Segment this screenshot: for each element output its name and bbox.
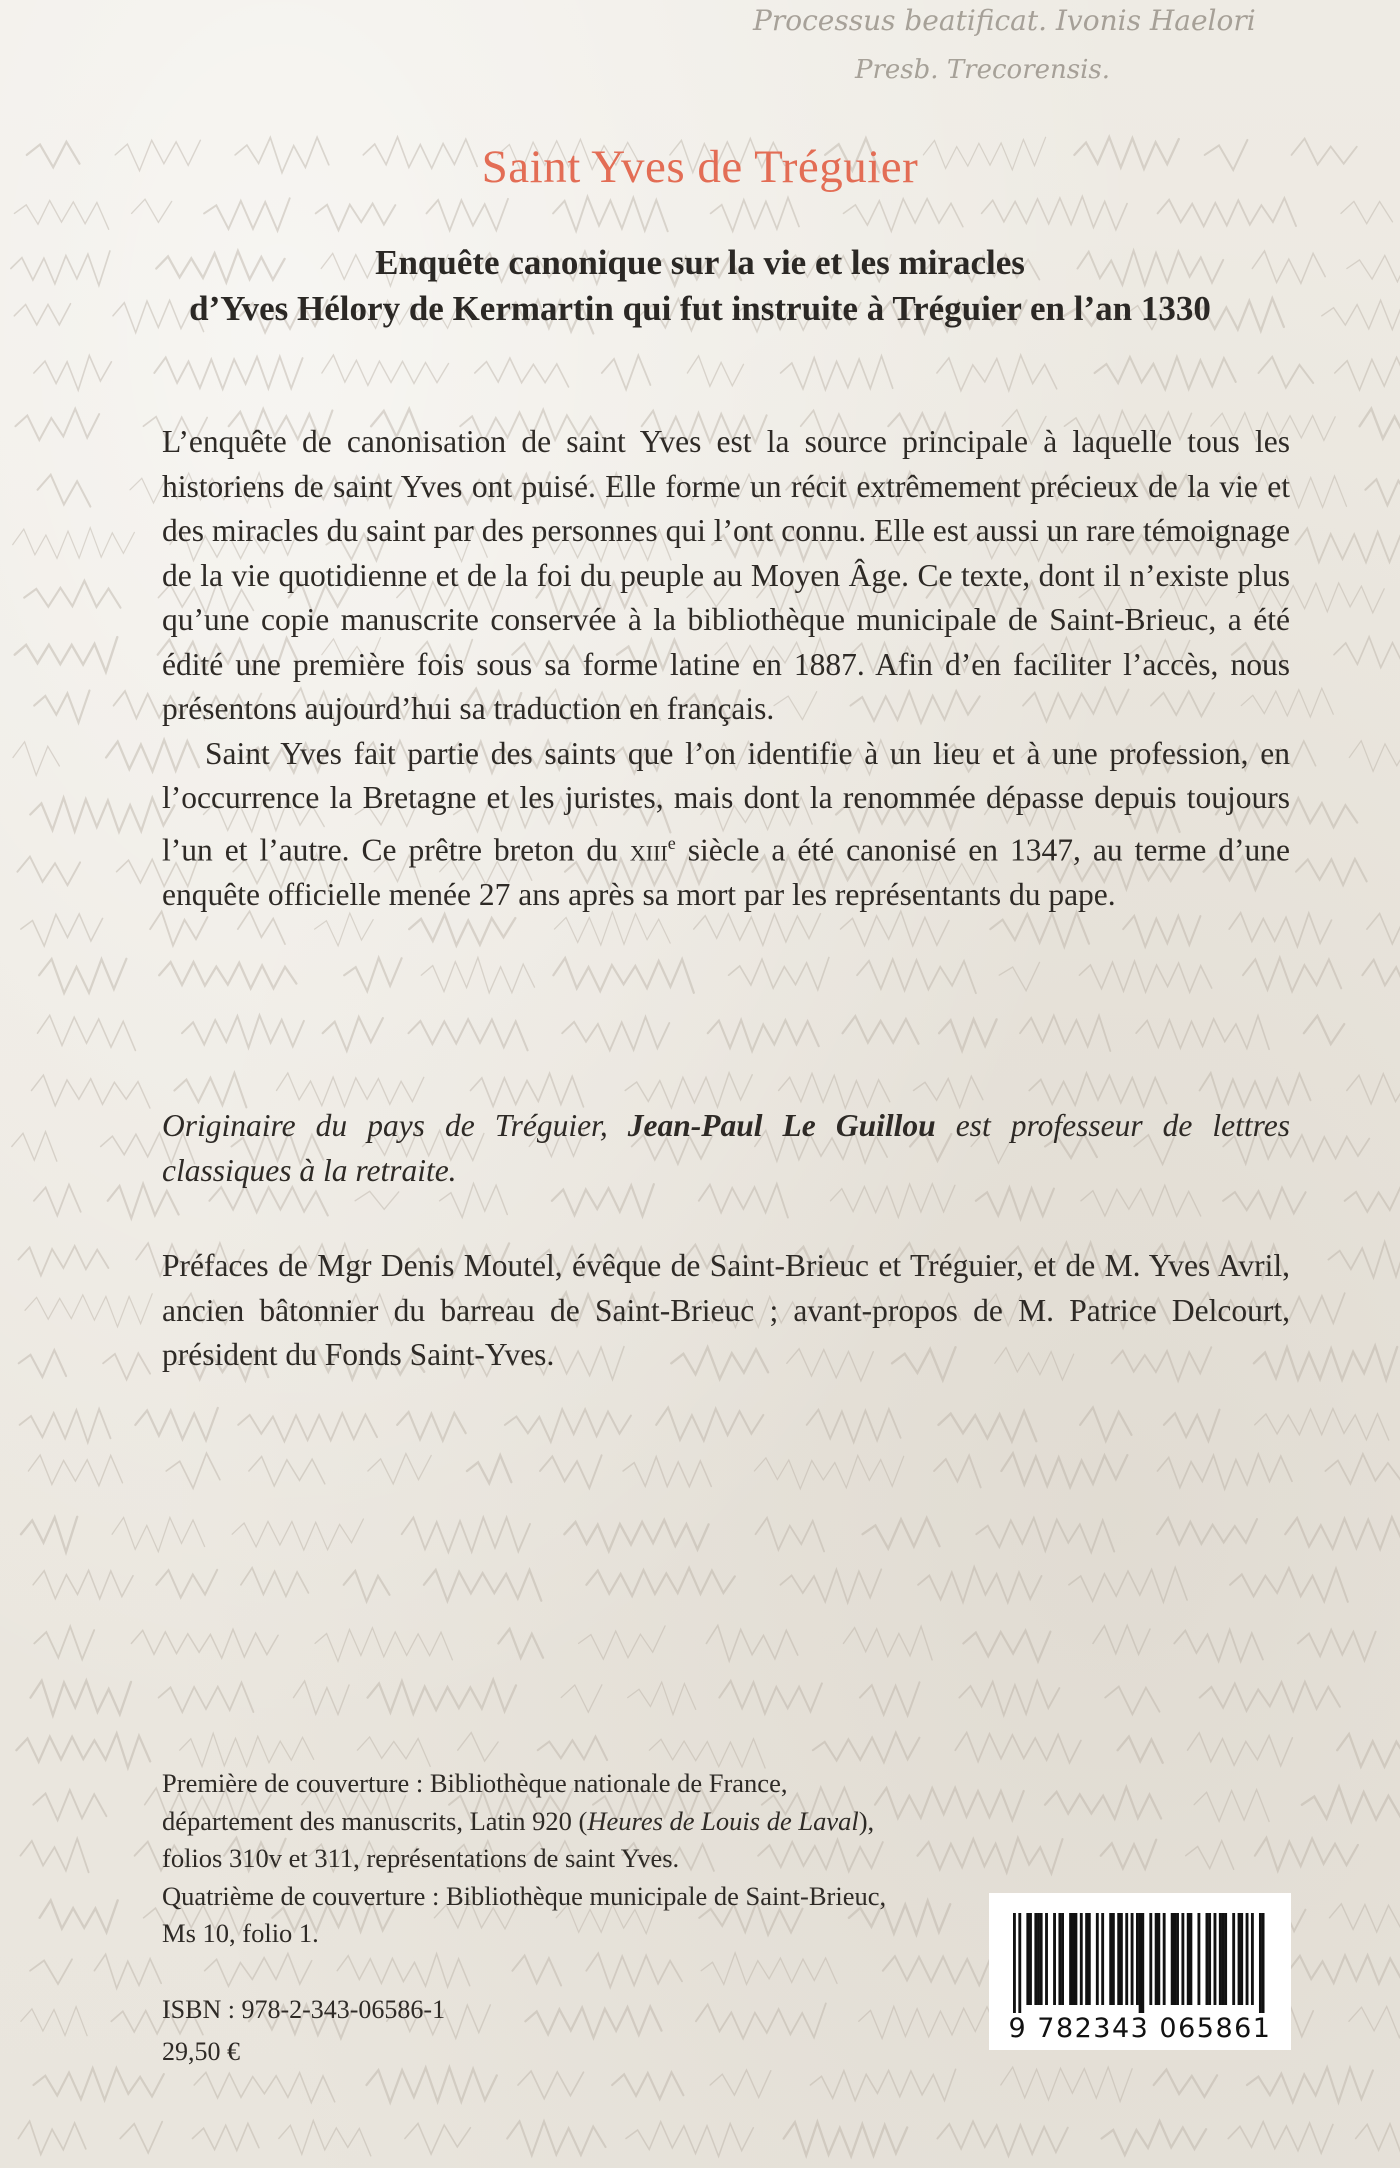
manuscript-stroke xyxy=(33,1790,106,1820)
manuscript-stroke xyxy=(540,1455,602,1488)
manuscript-stroke xyxy=(1330,1904,1400,1932)
manuscript-stroke xyxy=(586,1568,734,1596)
manuscript-stroke xyxy=(232,1519,363,1550)
manuscript-stroke xyxy=(18,2121,86,2154)
barcode-bar xyxy=(1163,1913,1166,2005)
barcode-bar xyxy=(1149,1913,1152,2005)
manuscript-stroke xyxy=(156,1570,217,1598)
manuscript-stroke xyxy=(1289,1955,1400,1983)
manuscript-stroke xyxy=(1045,1787,1161,1819)
manuscript-stroke xyxy=(1367,914,1400,944)
barcode-bar xyxy=(1141,1913,1144,2013)
manuscript-stroke xyxy=(1079,961,1211,992)
manuscript-stroke xyxy=(498,1629,543,1658)
manuscript-stroke xyxy=(918,1567,1041,1602)
manuscript-stroke xyxy=(1302,1787,1400,1822)
manuscript-stroke xyxy=(182,1015,304,1047)
barcode-bar xyxy=(1013,1913,1016,2013)
manuscript-stroke xyxy=(1080,1408,1131,1442)
barcode-bar xyxy=(1176,1913,1179,2005)
manuscript-stroke xyxy=(402,1517,530,1552)
manuscript-stroke xyxy=(1020,1016,1110,1051)
summary-paragraph-2 xyxy=(162,732,1290,918)
front-cover-credit-end: ), folios 310v et 311, représentations de saint Yves. xyxy=(162,1805,875,1873)
manuscript-stroke xyxy=(103,1353,150,1379)
manuscript-stroke xyxy=(1243,958,1341,992)
barcode-bar xyxy=(1040,1913,1043,2005)
annotation-line-1: Processus beatificat. Ivonis Haelori xyxy=(753,4,1256,37)
manuscript-stroke xyxy=(711,198,799,232)
manuscript-stroke xyxy=(1349,2005,1400,2037)
manuscript-stroke xyxy=(579,1626,666,1659)
manuscript-stroke xyxy=(999,962,1039,990)
barcode-bar xyxy=(1187,1913,1190,2005)
barcode-bars xyxy=(1013,1913,1267,2013)
manuscript-stroke xyxy=(553,958,693,993)
manuscript-stroke xyxy=(315,913,374,946)
manuscript-stroke xyxy=(1360,409,1400,439)
manuscript-stroke xyxy=(1255,1409,1389,1440)
summary-paragraph-1: L’enquête de canonisation de saint Yves est la source principale à laquelle tous les historiens de saint Yves ont puisé. Elle forme un récit extrêmement précieux de la vie et des miracles du saint par des personnes qui l’ont connu. Elle est aussi un rare témoignage de la vie quotidienne et de la foi du peuple au Moyen Âge. Ce texte, dont il n’existe plus qu’une copie manuscrite conservée à la bibliothèque municipale de Saint-Brieuc, a été édité une première fois sous sa forme latine en 1887. Afin d’en faciliter l’accès, nous présentons aujourd’hui sa traduction en français. xyxy=(162,424,1290,726)
manuscript-stroke xyxy=(368,1454,431,1484)
paragraph-2-part-2: siècle a été canonisé en 1347, au terme d’une enquête officielle menée 27 ans après sa mort par les représentants du pape. xyxy=(162,832,1291,912)
annotation-line-2: Presb. Trecorensis. xyxy=(855,55,1111,85)
barcode-bar xyxy=(1246,1913,1249,2005)
front-cover-credit: Première de couverture : Bibliothèque nationale de France, département des manuscrits, Latin 920 ( xyxy=(162,1768,788,1836)
handwritten-annotation xyxy=(745,0,1265,95)
manuscript-stroke xyxy=(807,1409,901,1442)
manuscript-stroke xyxy=(38,1015,136,1050)
manuscript-stroke xyxy=(1164,1410,1220,1441)
barcode-bar xyxy=(1085,1913,1088,2005)
manuscript-stroke xyxy=(132,199,172,222)
manuscript-stroke xyxy=(193,2123,259,2150)
manuscript-stroke xyxy=(1322,299,1400,334)
manuscript-stroke xyxy=(1001,2067,1132,2101)
manuscript-stroke xyxy=(1349,741,1400,776)
barcode-bar xyxy=(1037,1913,1040,2005)
prefaces-text: Préfaces de Mgr Denis Moutel, évêque de Saint-Brieuc et Tréguier, et de M. Yves Avril, ancien bâtonnier du barreau de Saint-Brieuc ; avant-propos de M. Patrice Delcourt, président du Fonds Saint-Yves. xyxy=(162,1248,1290,1372)
manuscript-stroke xyxy=(1194,1790,1269,1822)
book-title: Saint Yves de Tréguier xyxy=(481,141,919,193)
manuscript-stroke xyxy=(21,1517,77,1552)
manuscript-stroke xyxy=(781,356,893,390)
manuscript-stroke xyxy=(505,1409,631,1442)
manuscript-stroke xyxy=(344,958,401,991)
manuscript-stroke xyxy=(180,1733,314,1766)
barcode-bar xyxy=(1101,1913,1104,2005)
manuscript-stroke xyxy=(344,1571,390,1602)
manuscript-stroke xyxy=(1123,916,1200,947)
manuscript-stroke xyxy=(780,1569,881,1602)
manuscript-stroke xyxy=(939,1411,1037,1441)
manuscript-stroke xyxy=(427,199,509,231)
manuscript-stroke xyxy=(1157,1518,1257,1545)
manuscript-stroke xyxy=(1069,1568,1187,1603)
manuscript-stroke xyxy=(1158,1454,1293,1489)
manuscript-stroke xyxy=(1118,1737,1163,1763)
manuscript-stroke xyxy=(1230,1568,1348,1602)
manuscript-stroke xyxy=(813,1733,920,1763)
manuscript-stroke xyxy=(33,1570,133,1598)
manuscript-stroke xyxy=(174,1073,246,1107)
price: 29,50 € xyxy=(162,2037,240,2066)
manuscript-stroke xyxy=(525,2007,661,2038)
manuscript-stroke xyxy=(937,355,1057,391)
manuscript-stroke xyxy=(857,959,976,993)
manuscript-stroke xyxy=(1154,2070,1217,2097)
image-credits xyxy=(162,1765,912,1953)
barcode-bar xyxy=(1018,1913,1021,2013)
barcode-bar xyxy=(1197,1913,1200,2005)
manuscript-stroke xyxy=(626,2122,753,2157)
barcode-bar xyxy=(1219,1913,1222,2005)
manuscript-stroke xyxy=(34,1185,81,1216)
barcode-bar xyxy=(1155,1913,1158,2005)
manuscript-stroke xyxy=(1105,1687,1159,1715)
manuscript-stroke xyxy=(315,1628,452,1661)
manuscript-stroke xyxy=(507,2121,605,2155)
barcode xyxy=(989,1893,1291,2050)
manuscript-stroke xyxy=(458,1733,498,1762)
manuscript-stroke xyxy=(976,1518,1114,1552)
barcode-bar xyxy=(1173,1913,1176,2005)
barcode-bar xyxy=(1139,1913,1142,2013)
barcode-bar xyxy=(1181,1913,1184,2005)
manuscript-stroke xyxy=(1200,1073,1311,1108)
century-superscript: e xyxy=(667,832,676,853)
subtitle-line-2: d’Yves Hélory de Kermartin qui fut instruite à Tréguier en l’an 1330 xyxy=(189,289,1211,328)
manuscript-stroke xyxy=(1341,201,1393,223)
manuscript-stroke xyxy=(602,355,651,389)
manuscript-stroke xyxy=(687,356,743,386)
manuscript-stroke xyxy=(586,1953,682,1987)
manuscript-stroke xyxy=(14,201,108,230)
barcode-bar xyxy=(1034,1913,1037,2005)
manuscript-stroke xyxy=(14,304,70,325)
manuscript-stroke xyxy=(13,742,59,776)
manuscript-stroke xyxy=(1158,198,1296,226)
manuscript-stroke xyxy=(1347,1074,1400,1105)
manuscript-stroke xyxy=(1295,528,1400,562)
summary-text xyxy=(162,420,1290,917)
paragraph-2-part-1: Saint Yves fait partie des saints que l’on identifie à un lieu et à une profession, en l’occurrence la Bretagne et les juristes, mais dont la renommée dépasse depuis toujours l’un et l’autre. Ce prêtre breton du xyxy=(162,735,1290,867)
manuscript-stroke xyxy=(238,1413,377,1441)
manuscript-stroke xyxy=(279,2121,371,2156)
manuscript-stroke xyxy=(34,1626,94,1659)
manuscript-stroke xyxy=(1365,474,1400,507)
manuscript-stroke xyxy=(397,1412,466,1441)
barcode-bar xyxy=(1061,1913,1064,2005)
manuscript-stroke xyxy=(204,198,290,230)
manuscript-stroke xyxy=(1102,2121,1207,2155)
manuscript-stroke xyxy=(368,1680,516,1714)
barcode-bar xyxy=(1222,1913,1225,2005)
barcode-bar xyxy=(1238,1913,1241,2005)
author-name: Jean-Paul Le Guillou xyxy=(627,1108,936,1143)
barcode-bar xyxy=(1131,1913,1134,2005)
manuscript-stroke xyxy=(1304,1016,1344,1044)
manuscript-stroke xyxy=(30,1959,72,1984)
manuscript-stroke xyxy=(405,2124,471,2155)
manuscript-stroke xyxy=(120,2122,162,2153)
manuscript-stroke xyxy=(30,798,174,832)
barcode-bar xyxy=(1074,1913,1077,2005)
manuscript-stroke xyxy=(959,1681,1059,1716)
manuscript-stroke xyxy=(112,1518,205,1552)
back-cover-credit: Quatrième de couverture : Bibliothèque municipale de Saint-Brieuc, Ms 10, folio 1. xyxy=(162,1880,887,1948)
manuscript-stroke xyxy=(1001,1453,1127,1487)
manuscript-stroke xyxy=(12,1132,57,1161)
manuscript-stroke xyxy=(754,1456,903,1489)
manuscript-stroke xyxy=(1136,1016,1269,1050)
manuscript-stroke xyxy=(843,1016,919,1044)
manuscript-stroke xyxy=(914,1076,983,1107)
manuscript-stroke xyxy=(94,1954,161,1988)
manuscript-stroke xyxy=(844,199,963,232)
author-bio-intro: Originaire du pays de Tréguier, xyxy=(162,1108,628,1143)
manuscript-stroke xyxy=(28,1455,122,1486)
barcode-bar xyxy=(1208,1913,1211,2005)
manuscript-stroke xyxy=(625,1073,752,1108)
manuscript-stroke xyxy=(323,1017,383,1051)
manuscript-stroke xyxy=(18,1246,108,1276)
barcode-bar xyxy=(1026,1913,1029,2005)
manuscript-stroke xyxy=(1328,1242,1400,1278)
manuscript-stroke xyxy=(955,1733,1081,1763)
manuscript-stroke xyxy=(518,2071,584,2099)
barcode-bar xyxy=(1232,1913,1235,2005)
manuscript-stroke xyxy=(863,1518,940,1549)
manuscript-stroke xyxy=(316,204,396,231)
manuscript-stroke xyxy=(562,1017,669,1051)
manuscript-stroke xyxy=(561,1685,602,1712)
manuscript-stroke xyxy=(918,1838,1063,1874)
barcode-bar xyxy=(1171,1913,1174,2005)
manuscript-stroke xyxy=(467,1455,511,1483)
manuscript-stroke xyxy=(1362,959,1400,993)
manuscript-stroke xyxy=(512,1956,561,1986)
manuscript-stroke xyxy=(19,1350,66,1377)
manuscript-stroke xyxy=(990,912,1089,947)
barcode-bar xyxy=(1189,1913,1192,2005)
manuscript-stroke xyxy=(294,1681,350,1714)
manuscript-stroke xyxy=(1337,1734,1400,1767)
barcode-bar xyxy=(1088,1913,1091,2005)
manuscript-stroke xyxy=(337,1954,470,1987)
manuscript-stroke xyxy=(1296,859,1367,885)
barcode-bar xyxy=(1120,1913,1123,2005)
manuscript-stroke xyxy=(696,2004,826,2039)
manuscript-stroke xyxy=(34,691,89,723)
barcode-bar xyxy=(1053,1913,1056,2005)
manuscript-stroke xyxy=(564,1520,708,1551)
manuscript-stroke xyxy=(1188,1733,1293,1766)
manuscript-stroke xyxy=(13,528,135,559)
manuscript-stroke xyxy=(628,1682,696,1714)
manuscript-stroke xyxy=(784,2122,908,2156)
book-subtitle xyxy=(80,240,1320,332)
manuscript-stroke xyxy=(553,197,668,232)
manuscript-stroke xyxy=(1325,1454,1400,1484)
barcode-bar xyxy=(1069,1913,1072,2005)
manuscript-stroke xyxy=(24,581,120,608)
manuscript-stroke xyxy=(844,1626,933,1660)
manuscript-stroke xyxy=(1259,357,1314,388)
barcode-bar xyxy=(1224,1913,1227,2005)
manuscript-stroke xyxy=(159,1683,254,1713)
manuscript-stroke xyxy=(1186,1841,1234,1870)
barcode-bar xyxy=(1096,1913,1099,2005)
manuscript-stroke xyxy=(1356,2124,1400,2155)
manuscript-stroke xyxy=(937,2122,1067,2156)
manuscript-stroke xyxy=(1247,2067,1373,2102)
manuscript-stroke xyxy=(710,2070,771,2098)
manuscript-stroke xyxy=(729,958,829,990)
barcode-bar xyxy=(1117,1913,1120,2005)
manuscript-stroke xyxy=(1029,1073,1166,1107)
manuscript-stroke xyxy=(21,914,103,946)
manuscript-stroke xyxy=(719,1681,822,1714)
manuscript-stroke xyxy=(131,1629,278,1658)
barcode-bar xyxy=(1029,1913,1032,2005)
manuscript-stroke xyxy=(1101,1840,1157,1869)
manuscript-stroke xyxy=(1298,1630,1376,1661)
manuscript-stroke xyxy=(649,1739,765,1768)
barcode-bar xyxy=(1259,1913,1262,2013)
manuscript-stroke xyxy=(1285,1517,1400,1549)
manuscript-stroke xyxy=(1335,357,1400,390)
manuscript-stroke xyxy=(166,1453,220,1488)
manuscript-stroke xyxy=(135,1408,218,1440)
manuscript-stroke xyxy=(357,1737,430,1767)
manuscript-stroke xyxy=(538,1737,607,1761)
barcode-bar xyxy=(1080,1913,1083,2005)
front-cover-work-title: Heures de Louis de Laval xyxy=(587,1805,859,1836)
manuscript-stroke xyxy=(154,357,302,390)
barcode-bar xyxy=(1058,1913,1061,2005)
manuscript-stroke xyxy=(205,1954,312,1987)
manuscript-stroke xyxy=(20,1409,111,1442)
manuscript-stroke xyxy=(194,2072,335,2102)
manuscript-stroke xyxy=(20,1839,88,1873)
manuscript-stroke xyxy=(409,1019,528,1050)
manuscript-stroke xyxy=(859,2006,999,2038)
manuscript-stroke xyxy=(1345,1186,1400,1217)
manuscript-stroke xyxy=(1334,637,1400,668)
manuscript-stroke xyxy=(756,1518,825,1552)
barcode-bar xyxy=(1157,1913,1160,2005)
manuscript-stroke xyxy=(249,1457,325,1487)
manuscript-stroke xyxy=(409,914,515,945)
manuscript-stroke xyxy=(39,959,126,993)
barcode-bar xyxy=(1072,1913,1075,2005)
manuscript-stroke xyxy=(939,1019,997,1050)
barcode-bar xyxy=(1251,1913,1254,2005)
manuscript-stroke xyxy=(17,857,80,886)
manuscript-stroke xyxy=(883,1956,1003,1985)
author-bio-rest: est professeur de lettres classiques à la retraite. xyxy=(162,1108,1290,1188)
manuscript-stroke xyxy=(367,2068,497,2103)
manuscript-stroke xyxy=(475,358,569,387)
barcode-bar xyxy=(1125,1913,1128,2005)
manuscript-stroke xyxy=(810,2069,955,2100)
manuscript-stroke xyxy=(16,1733,150,1767)
barcode-bar xyxy=(1206,1913,1209,2005)
manuscript-stroke xyxy=(708,1020,819,1051)
manuscript-stroke xyxy=(21,2007,87,2036)
century-numeral: xiii xyxy=(629,832,668,867)
manuscript-stroke xyxy=(355,1191,399,1209)
manuscript-stroke xyxy=(623,1457,711,1487)
manuscript-stroke xyxy=(1228,2122,1333,2153)
manuscript-stroke xyxy=(694,914,821,946)
manuscript-stroke xyxy=(982,196,1128,229)
manuscript-stroke xyxy=(322,355,449,385)
author-bio xyxy=(162,1104,1290,1193)
manuscript-stroke xyxy=(656,1408,763,1441)
manuscript-stroke xyxy=(25,1294,152,1327)
manuscript-stroke xyxy=(424,1570,541,1601)
barcode-bar xyxy=(1109,1913,1112,2005)
barcode-bar xyxy=(1045,1913,1048,2005)
manuscript-stroke xyxy=(860,1682,920,1715)
barcode-bar xyxy=(1136,1913,1139,2005)
manuscript-stroke xyxy=(31,1681,132,1716)
barcode-bar xyxy=(1112,1913,1115,2005)
manuscript-stroke xyxy=(701,1953,837,1985)
manuscript-stroke xyxy=(1095,357,1236,390)
manuscript-stroke xyxy=(40,1900,118,1932)
isbn: ISBN : 978-2-343-06586-1 xyxy=(162,1995,446,2024)
barcode-bar xyxy=(1214,1913,1217,2005)
barcode-bar xyxy=(1262,1913,1265,2013)
manuscript-stroke xyxy=(1347,255,1400,286)
subtitle-line-1: Enquête canonique sur la vie et les miracles xyxy=(375,243,1025,282)
manuscript-stroke xyxy=(421,958,534,993)
manuscript-stroke xyxy=(612,2072,683,2099)
manuscript-stroke xyxy=(934,1456,981,1488)
manuscript-stroke xyxy=(34,356,112,391)
manuscript-stroke xyxy=(963,1631,1050,1662)
manuscript-stroke xyxy=(277,1073,424,1107)
manuscript-stroke xyxy=(1174,1630,1263,1662)
manuscript-stroke xyxy=(32,1075,150,1108)
manuscript-stroke xyxy=(1229,913,1331,947)
barcode-bar xyxy=(1240,1913,1243,2005)
manuscript-stroke xyxy=(34,2068,164,2100)
barcode-digits: 9 782343 065861 xyxy=(1008,2013,1272,2044)
manuscript-stroke xyxy=(15,409,99,440)
manuscript-stroke xyxy=(159,962,296,988)
manuscript-stroke xyxy=(15,637,118,672)
manuscript-stroke xyxy=(1093,1626,1150,1655)
manuscript-stroke xyxy=(1255,1838,1358,1871)
manuscript-stroke xyxy=(471,1073,584,1107)
manuscript-stroke xyxy=(241,1568,309,1597)
manuscript-stroke xyxy=(1200,1682,1340,1711)
manuscript-stroke xyxy=(38,475,91,507)
manuscript-stroke xyxy=(706,1626,797,1661)
